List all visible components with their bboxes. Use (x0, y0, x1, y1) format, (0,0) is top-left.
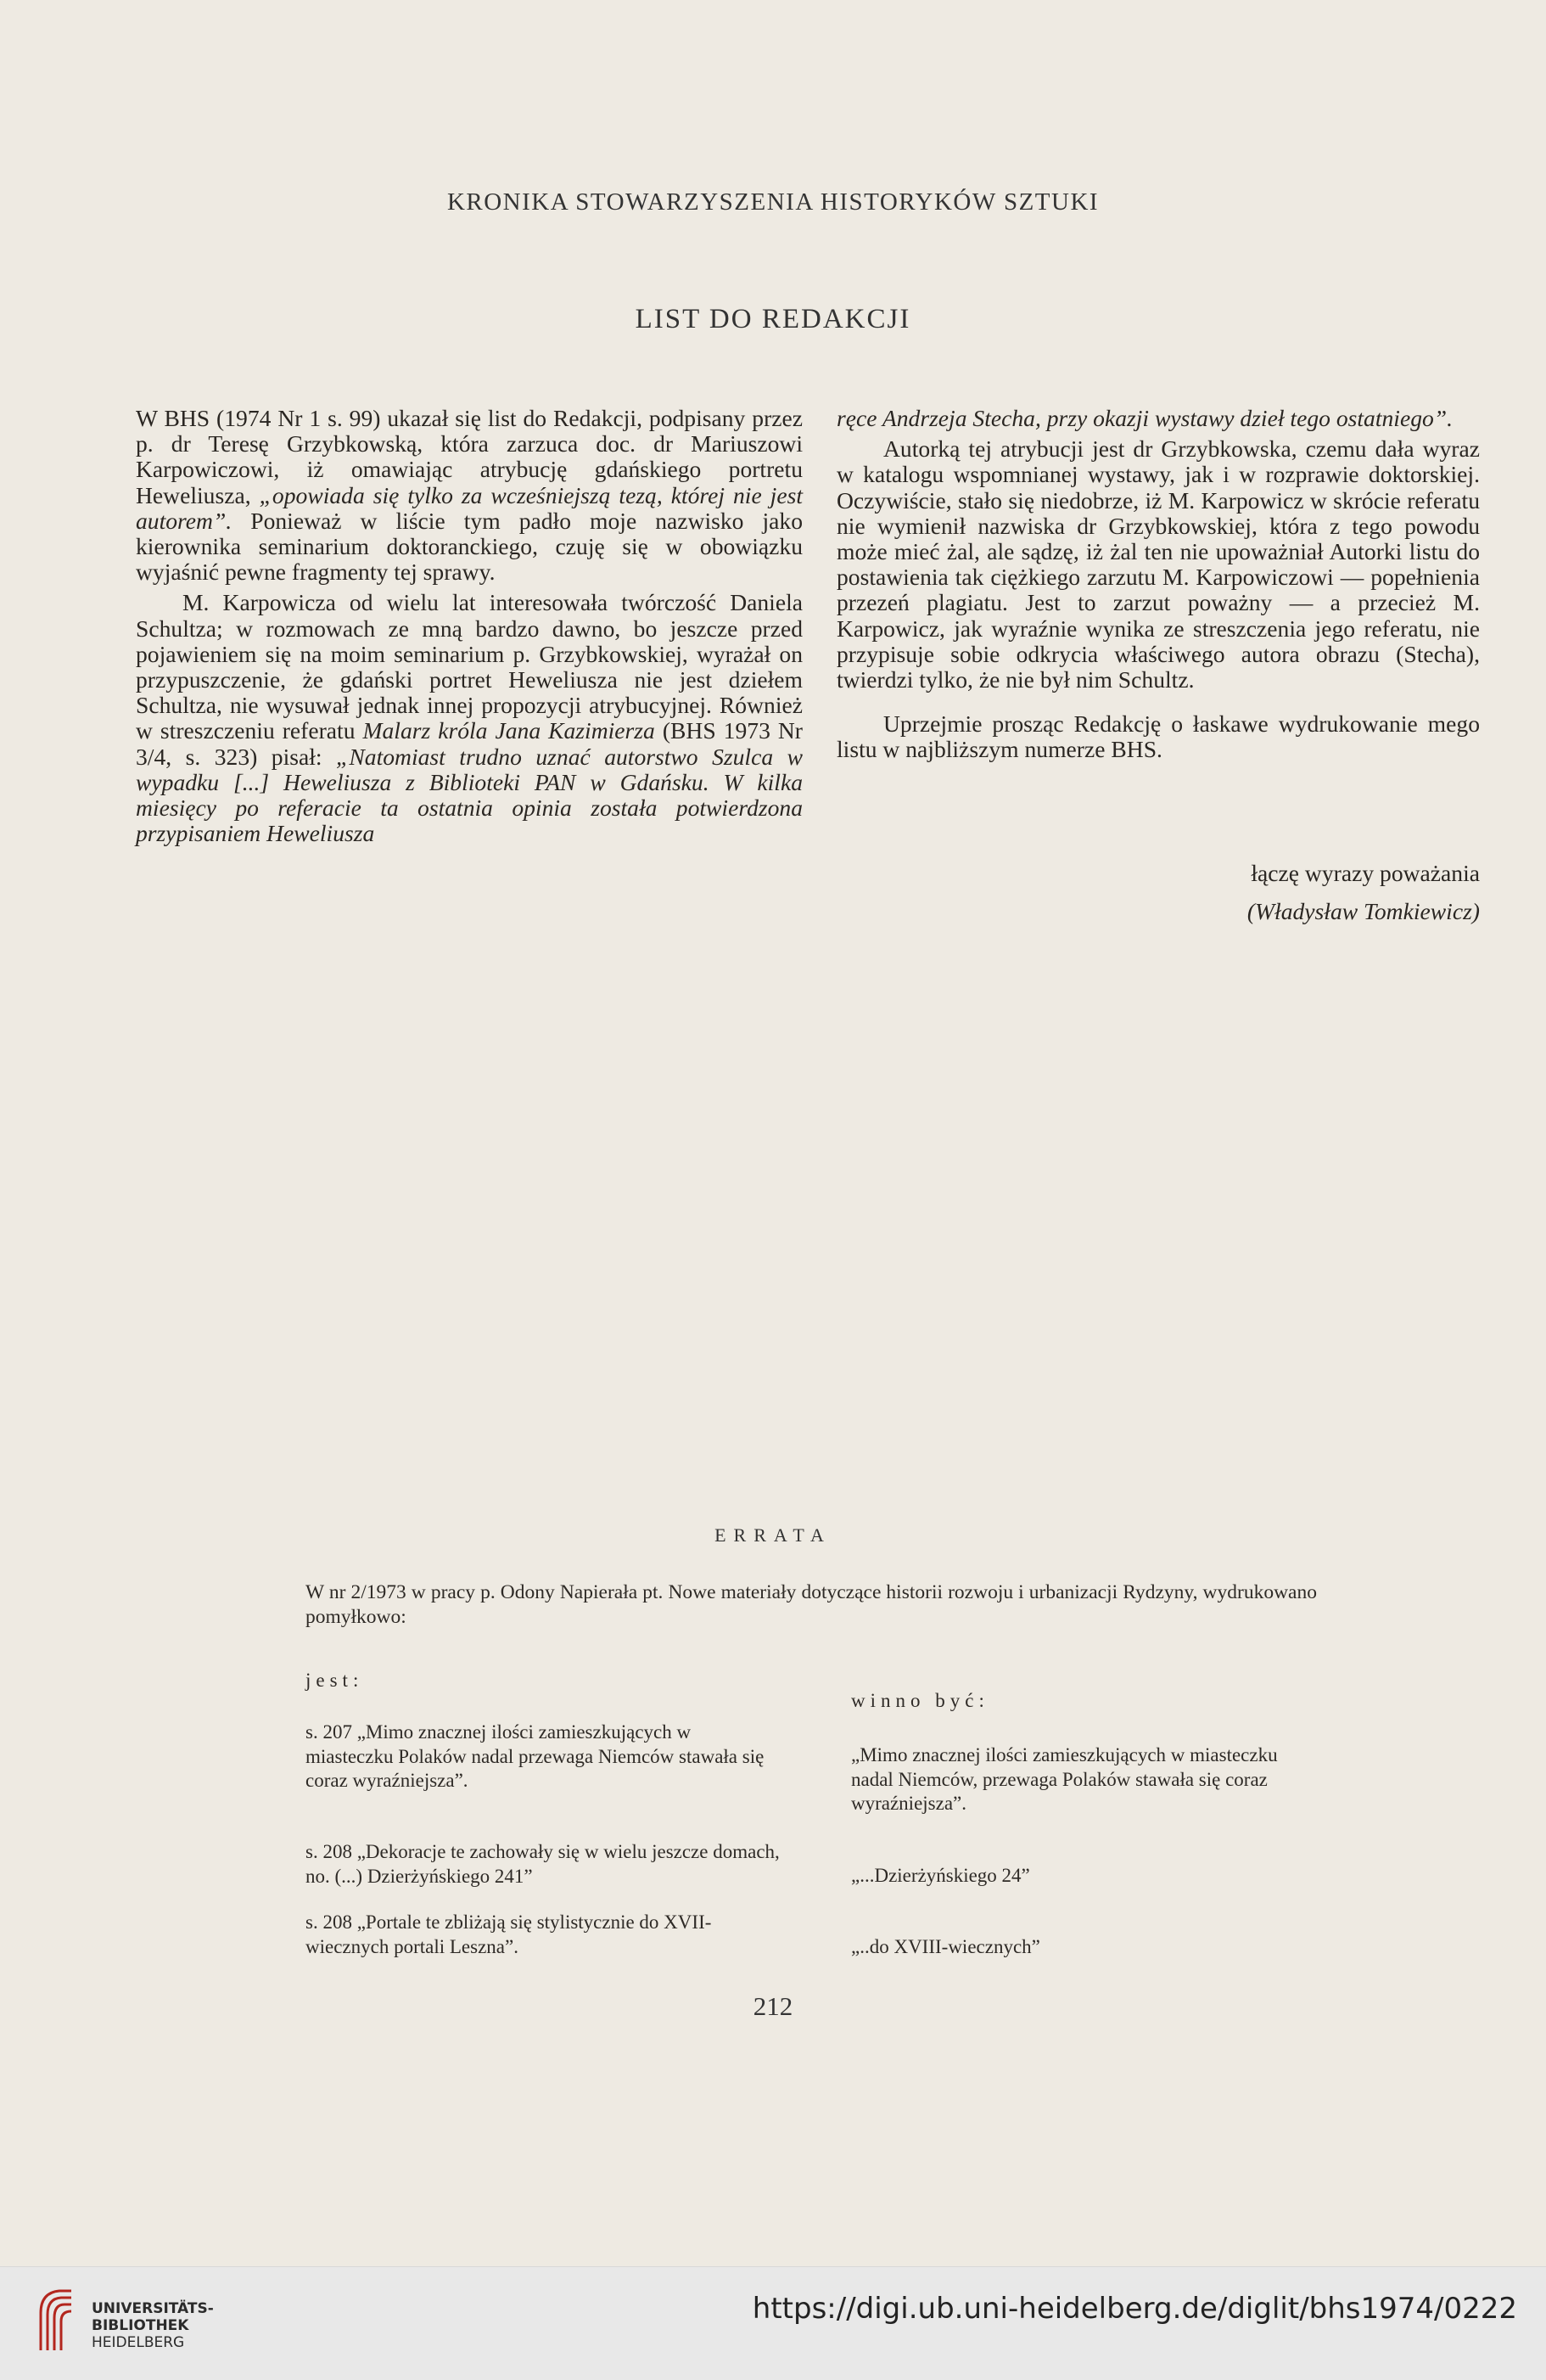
closing-line: łączę wyrazy poważania (1251, 860, 1480, 886)
errata-wrong-label: jest: (305, 1670, 364, 1691)
errata-correct-entry: „Mimo znacznej ilości zamieszkujących w miasteczku nadal Niemców, przewaga Polaków stawała się coraz wyraźniejsza”. (851, 1744, 1278, 1814)
errata-wrong-entry: s. 207 „Mimo znacznej ilości zamieszkujących w miasteczku Polaków nadal przewaga Niemców stawała się coraz wyraźniejsza”. (305, 1721, 765, 1791)
errata-wrong-entry: s. 208 „Portale te zbliżają się stylistycznie do XVII-wiecznych portali Leszna”. (305, 1911, 712, 1957)
errata-wrong-entry: s. 208 „Dekoracje te zachowały się w wielu jeszcze domach, no. (...) Dzierżyńskiego 241” (305, 1841, 780, 1887)
signature: (Władysław Tomkiewicz) (1246, 898, 1480, 924)
paragraph: ręce Andrzeja Stecha, przy okazji wystawy dzieł tego ostatniego”. (837, 405, 1454, 431)
errata-correct-entry: „..do XVIII-wiecznych” (851, 1936, 1040, 1957)
page-number: 212 (753, 1991, 793, 2021)
errata-intro: W nr 2/1973 w pracy p. Odony Napierała pt. Nowe materiały dotyczące historii rozwoju i urbanizacji Rydzyny, wydrukowano pomyłkowo: (305, 1581, 1317, 1628)
left-column (136, 406, 803, 846)
paragraph: M. Karpowicza od wielu lat interesowała twórczość Daniela Schultza; w rozmowach ze mną bardzo dawno, bo jeszcze przed pojawieniem się na moim seminarium p. Grzybkowskiej, wyrażał on przypuszczenie, że gdański portret Heweliusza nie jest dziełem Schultza, nie wysuwał jednak innej propozycji atrybucyjnej. Również w streszczeniu referatu Malarz króla Jana Kazimierza (BHS 1973 Nr 3/4, s. 323) pisał: „Natomiast trudno uznać autorstwo Szulca w wypadku [...] Heweliusza z Biblioteki PAN w Gdańsku. W kilka miesięcy po referacie ta ostatnia opinia została potwierdzona przypisaniem Heweliusza (136, 589, 803, 847)
library-name: UNIVERSITÄTS- BIBLIOTHEK HEIDELBERG (92, 2300, 214, 2351)
document-url-link[interactable]: https://digi.ub.uni-heidelberg.de/diglit/bhs1974/0222 (752, 2292, 1517, 2326)
errata-title: ERRATA (714, 1524, 832, 1546)
running-head: KRONIKA STOWARZYSZENIA HISTORYKÓW SZTUKI (446, 188, 1100, 216)
paragraph: Uprzejmie prosząc Redakcję o łaskawe wydrukowanie mego listu w najbliższym numerze BHS. (837, 710, 1480, 763)
paragraph: W BHS (1974 Nr 1 s. 99) ukazał się list do Redakcji, podpisany przez p. dr Teresę Grzybkowską, która zarzuca doc. dr Mariuszowi Karpowiczowi, iż omawiając atrybucję gdańskiego portretu Heweliusza, „opowiada się tylko za wcześniejszą tezą, której nie jest autorem”. Ponieważ w liście tym padło moje nazwisko jako kierownika seminarium doktoranckiego, czuję się w obowiązku wyjaśnić pewne fragmenty tej sprawy. (136, 405, 803, 586)
right-column (837, 406, 1480, 763)
errata-correct-entry: „...Dzierżyńskiego 24” (851, 1865, 1030, 1886)
article-title: LIST DO REDAKCJI (635, 304, 911, 334)
paragraph: Autorką tej atrybucji jest dr Grzybkowska, czemu dała wyraz w katalogu wspomnianej wystawy, jak i w rozprawie doktorskiej. Oczywiście, stało się niedobrze, iż M. Karpowicz w skrócie referatu nie wymienił nazwiska dr Grzybkowskiej, która z tego powodu może mieć żal, ale sądzę, iż żal ten nie upoważniał Autorki listu do postawienia tak ciężkiego zarzutu M. Karpowiczowi — popełnienia przezeń plagiatu. Jest to zarzut poważny — a przecież M. Karpowicz, jak wyraźnie wynika ze streszczenia jego referatu, nie przypisuje sobie odkrycia właściwego autora obrazu (Stecha), twierdzi tylko, że nie był nim Schultz. (837, 435, 1480, 693)
library-logo-icon (37, 2287, 76, 2355)
errata-correct-label: winno być: (851, 1690, 989, 1711)
